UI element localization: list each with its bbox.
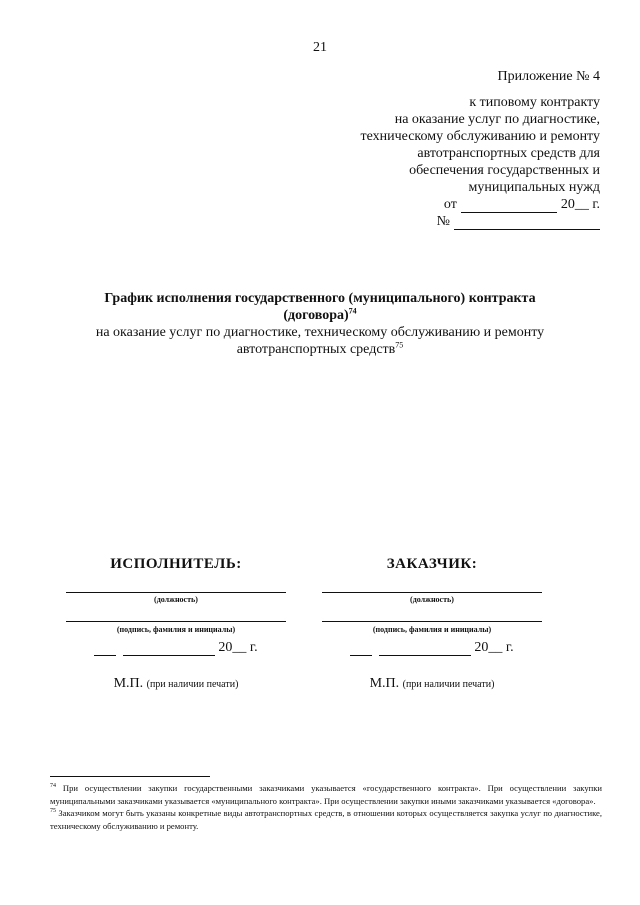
executor-signature-line	[66, 620, 286, 622]
customer-date-year: 20__ г.	[474, 640, 514, 655]
customer-day-blank	[350, 641, 372, 656]
annex-number-label: №	[436, 214, 450, 229]
footnote-ref-75: 75	[395, 340, 404, 350]
customer-month-blank	[379, 641, 471, 656]
footnote-75	[50, 807, 602, 832]
footnote-74	[50, 782, 602, 807]
footnote-separator	[50, 776, 210, 777]
annex-block	[360, 68, 600, 230]
executor-date-row	[66, 640, 286, 656]
document-heading	[0, 290, 640, 358]
executor-date-year: 20__ г.	[218, 640, 258, 655]
annex-number-row	[360, 213, 600, 230]
annex-line: муниципальных нужд	[468, 180, 600, 195]
annex-date-prefix: от	[443, 197, 457, 212]
annex-date-blank	[461, 198, 557, 213]
customer-stamp-note: (при наличии печати)	[402, 679, 495, 690]
customer-signature-caption: (подпись, фамилия и инициалы)	[372, 625, 492, 634]
heading-line-1: График исполнения государственного (муниципального) контракта	[104, 291, 536, 306]
page-number: 21	[313, 40, 327, 55]
footnote-74-text: При осуществлении закупки государственными заказчиками указывается «государственного контракта». При осуществлении закупки муниципальными заказчиками указывается «муниципального контракта». При осуществлении закупки иными заказчиками указывается «договора».	[50, 783, 602, 806]
annex-line: к типовому контракту	[469, 95, 600, 110]
footnotes	[50, 782, 602, 832]
heading-line-2-text: (договора)	[283, 308, 349, 323]
executor-day-blank	[94, 641, 116, 656]
customer-signature-line	[322, 620, 542, 622]
heading-line-3: на оказание услуг по диагностике, техническому обслуживанию и ремонту	[95, 325, 545, 340]
customer-block	[322, 556, 542, 692]
annex-line: техническому обслуживанию и ремонту	[360, 129, 600, 144]
footnote-75-text: Заказчиком могут быть указаны конкретные виды автотранспортных средств, в отношении которых осуществляется закупка услуг по диагностике, техническому обслуживанию и ремонту.	[50, 808, 602, 831]
annex-number-blank	[454, 215, 600, 230]
customer-position-line	[322, 591, 542, 593]
customer-title: ЗАКАЗЧИК:	[386, 556, 478, 572]
footnote-75-number: 75	[50, 808, 56, 815]
heading-line-4-text: автотранспортных средств	[236, 342, 396, 357]
executor-title: ИСПОЛНИТЕЛЬ:	[110, 556, 242, 572]
footnote-ref-74: 74	[348, 306, 357, 316]
customer-stamp	[322, 676, 542, 692]
annex-date-year: 20__ г.	[560, 197, 600, 212]
executor-signature-caption: (подпись, фамилия и инициалы)	[116, 625, 236, 634]
footnote-74-number: 74	[50, 783, 56, 790]
annex-title: Приложение № 4	[497, 69, 600, 84]
annex-line: автотранспортных средств для	[417, 146, 600, 161]
customer-date-row	[322, 640, 542, 656]
annex-line: на оказание услуг по диагностике,	[394, 112, 600, 127]
executor-position-caption: (должность)	[154, 595, 198, 604]
executor-stamp	[66, 676, 286, 692]
executor-stamp-label: М.П.	[113, 676, 144, 691]
annex-date-row	[360, 196, 600, 213]
heading-line-4	[0, 341, 640, 358]
heading-line-2	[0, 307, 640, 324]
customer-stamp-label: М.П.	[369, 676, 400, 691]
executor-block	[66, 556, 286, 692]
executor-month-blank	[123, 641, 215, 656]
customer-position-caption: (должность)	[410, 595, 454, 604]
executor-position-line	[66, 591, 286, 593]
executor-stamp-note: (при наличии печати)	[146, 679, 239, 690]
annex-line: обеспечения государственных и	[409, 163, 600, 178]
